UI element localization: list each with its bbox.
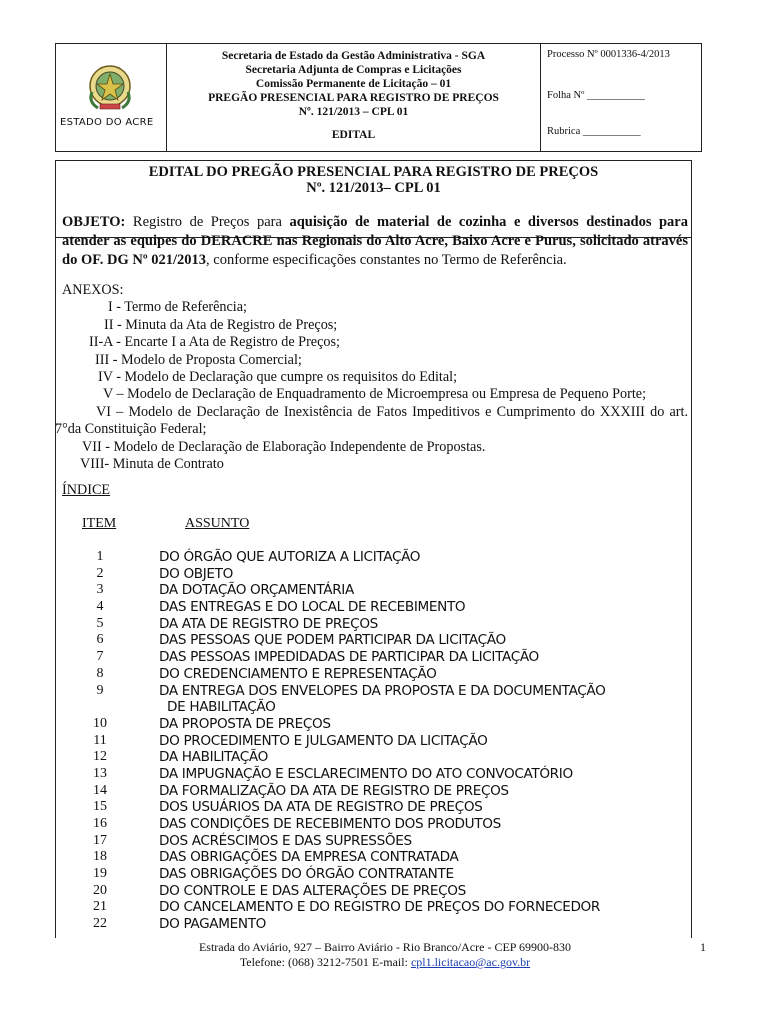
anexo-item: IV - Modelo de Declaração que cumpre os requisitos do Edital; <box>98 369 458 386</box>
document-title: EDITAL DO PREGÃO PRESENCIAL PARA REGISTRO DE PREÇOS <box>148 164 599 180</box>
table-row <box>62 666 702 683</box>
header-info-cell <box>541 44 701 151</box>
anexo-item: II-A - Encarte I a Ata de Registro de Preços; <box>89 334 340 351</box>
objeto-text: , conforme especificações constantes no Termo de Referência. <box>206 252 567 268</box>
table-row <box>62 649 702 666</box>
anexo-item: VII - Modelo de Declaração de Elaboração Independente de Propostas. <box>82 438 486 455</box>
header-title-cell <box>167 44 541 151</box>
column-header-assunto: ASSUNTO <box>185 516 250 531</box>
indice-heading: ÍNDICE <box>62 482 111 498</box>
header-edital-label: EDITAL <box>331 129 376 141</box>
table-row <box>62 582 702 599</box>
header-line: Secretaria Adjunta de Compras e Licitações <box>245 64 462 76</box>
item-number: 18 <box>93 849 107 865</box>
item-number: 1 <box>96 549 104 564</box>
item-number: 19 <box>93 866 107 882</box>
footer-contact <box>0 955 770 970</box>
item-number: 14 <box>93 782 107 798</box>
item-number: 10 <box>93 715 107 731</box>
item-subject: DAS PESSOAS QUE PODEM PARTICIPAR DA LICITAÇÃO <box>159 632 506 649</box>
footer-phone: Telefone: (068) 3212-7501 E-mail: <box>239 955 411 969</box>
table-row <box>62 916 702 933</box>
anexo-item: V – Modelo de Declaração de Enquadramento de Microempresa ou Empresa de Pequeno Porte; <box>103 386 647 403</box>
table-row <box>62 899 702 916</box>
item-number: 21 <box>93 899 107 915</box>
objeto-text: Registro de Preços para <box>125 214 290 230</box>
item-number: 6 <box>96 632 104 648</box>
table-row <box>62 749 702 766</box>
item-subject: DA PROPOSTA DE PREÇOS <box>159 715 331 732</box>
item-subject: DA DOTAÇÃO ORÇAMENTÁRIA <box>159 582 354 599</box>
item-number: 12 <box>93 749 107 765</box>
table-row <box>62 733 702 750</box>
column-header-item: ITEM <box>82 516 117 531</box>
item-number: 11 <box>93 732 107 748</box>
item-subject: DAS OBRIGAÇÕES DA EMPRESA CONTRATADA <box>159 849 459 866</box>
table-row <box>62 716 702 733</box>
table-row <box>62 632 702 649</box>
table-row <box>62 849 702 866</box>
item-subject: DO ÓRGÃO QUE AUTORIZA A LICITAÇÃO <box>159 549 421 565</box>
table-row <box>62 549 702 566</box>
coat-of-arms-icon <box>86 62 134 112</box>
item-number: 17 <box>93 832 107 848</box>
item-number: 7 <box>96 649 104 665</box>
item-subject: DE HABILITAÇÃO <box>167 699 276 716</box>
anexos-list <box>55 282 688 473</box>
item-subject: DO CREDENCIAMENTO E REPRESENTAÇÃO <box>159 665 437 682</box>
anexos-label: ANEXOS: <box>62 282 124 298</box>
table-row <box>62 566 702 583</box>
page-number: 1 <box>700 940 706 954</box>
objeto-bold-text: aquisição de material de cozinha e diversos destinados para atender as equipes do DERACRE nas Regionais do Alto Acre, Baixo Acre e Purus, solicitado através do OF. DG Nº 021/2013 <box>62 214 688 268</box>
item-number: 4 <box>96 599 104 615</box>
anexo-item: II - Minuta da Ata de Registro de Preços; <box>104 316 338 333</box>
item-number: 20 <box>93 882 107 898</box>
header-line: PREGÃO PRESENCIAL PARA REGISTRO DE PREÇOS <box>208 92 499 104</box>
item-subject: DAS OBRIGAÇÕES DO ÓRGÃO CONTRATANTE <box>159 866 454 883</box>
table-row <box>62 883 702 900</box>
item-number: 16 <box>93 816 107 831</box>
item-subject: DO CONTROLE E DAS ALTERAÇÕES DE PREÇOS <box>159 882 466 899</box>
item-subject: DO CANCELAMENTO E DO REGISTRO DE PREÇOS DO FORNECEDOR <box>159 899 601 916</box>
logo-cell <box>56 44 167 151</box>
table-row <box>62 866 702 883</box>
item-number: 5 <box>96 615 104 631</box>
item-subject: DA ATA DE REGISTRO DE PREÇOS <box>159 615 378 632</box>
header-line: Comissão Permanente de Licitação – 01 <box>255 78 452 90</box>
table-row <box>62 683 702 700</box>
item-subject: DAS ENTREGAS E DO LOCAL DE RECEBIMENTO <box>159 599 466 616</box>
table-row <box>62 783 702 800</box>
anexo-item: I - Termo de Referência; <box>108 299 247 316</box>
indice-table <box>62 549 702 933</box>
document-subtitle: Nº. 121/2013– CPL 01 <box>306 180 441 196</box>
footer-email-link[interactable]: cpl1.licitacao@ac.gov.br <box>410 955 531 969</box>
item-subject: DO PROCEDIMENTO E JULGAMENTO DA LICITAÇÃO <box>159 732 488 749</box>
item-number: 13 <box>93 765 107 781</box>
document-header <box>55 43 702 152</box>
item-subject: DO OBJETO <box>159 565 233 582</box>
item-subject: DAS CONDIÇÕES DE RECEBIMENTO DOS PRODUTOS <box>159 816 501 832</box>
item-subject: DA IMPUGNAÇÃO E ESCLARECIMENTO DO ATO CONVOCATÓRIO <box>159 765 573 782</box>
footer-address: Estrada do Aviário, 927 – Bairro Aviário - Rio Branco/Acre - CEP 69900-830 <box>198 940 572 954</box>
processo-number: Processo Nº 0001336-4/2013 <box>547 49 670 60</box>
header-line: Secretaria de Estado da Gestão Administrativa - SGA <box>221 50 486 62</box>
rubrica-field: Rubrica ___________ <box>547 126 641 137</box>
item-subject: DA FORMALIZAÇÃO DA ATA DE REGISTRO DE PREÇOS <box>159 782 509 799</box>
item-number: 15 <box>93 799 107 815</box>
anexo-item: VI – Modelo de Declaração de Inexistência de Fatos Impeditivos e Cumprimento do XXXIII do art. 7°da Constituição Federal; <box>55 403 688 438</box>
item-number: 9 <box>96 682 104 698</box>
header-line: Nº. 121/2013 – CPL 01 <box>298 106 409 118</box>
item-subject: DO PAGAMENTO <box>159 916 266 933</box>
item-subject: DA ENTREGA DOS ENVELOPES DA PROPOSTA E DA DOCUMENTAÇÃO <box>159 682 606 699</box>
table-row <box>62 816 702 833</box>
table-row <box>62 766 702 783</box>
item-subject: DAS PESSOAS IMPEDIDADAS DE PARTICIPAR DA LICITAÇÃO <box>159 649 539 666</box>
item-subject: DOS ACRÉSCIMOS E DAS SUPRESSÕES <box>159 832 412 849</box>
table-row <box>62 833 702 850</box>
item-number: 8 <box>96 665 104 681</box>
folha-field: Folha Nº ___________ <box>547 90 645 101</box>
table-row <box>62 799 702 816</box>
anexo-item: VIII- Minuta de Contrato <box>80 456 224 473</box>
anexo-item: III - Modelo de Proposta Comercial; <box>95 351 302 368</box>
item-number: 3 <box>96 582 104 598</box>
objeto-paragraph <box>62 213 688 270</box>
logo-caption: ESTADO DO ACRE <box>60 117 154 128</box>
table-row <box>62 599 702 616</box>
objeto-label: OBJETO: <box>62 214 126 230</box>
table-row <box>62 699 702 716</box>
table-row <box>62 616 702 633</box>
item-number: 2 <box>96 565 104 581</box>
item-subject: DA HABILITAÇÃO <box>159 749 268 766</box>
item-subject: DOS USUÁRIOS DA ATA DE REGISTRO DE PREÇOS <box>159 799 483 816</box>
item-number: 22 <box>93 916 107 932</box>
